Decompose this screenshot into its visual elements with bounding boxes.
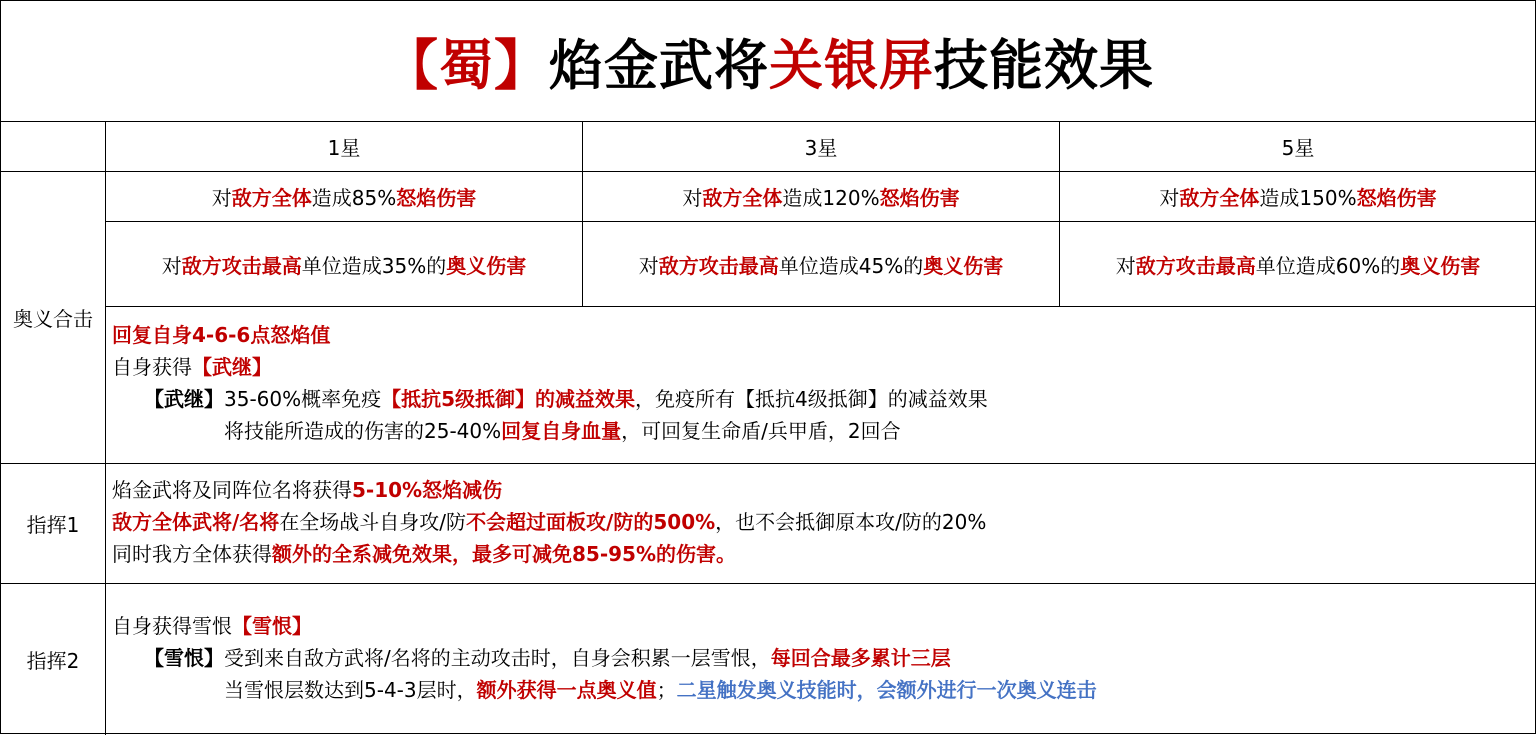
aoyi-gain-line: 自身获得【武继】: [112, 355, 272, 379]
atk-cell-3-star: 对 敌方攻击最高 单位造成45%的 奥义伤害: [583, 222, 1060, 307]
title-suffix: 技能效果: [934, 33, 1154, 97]
row-label-command2: 指挥2: [1, 584, 106, 735]
header-corner: [1, 122, 106, 172]
command1-line-2: 敌方全体武将/名将在全场战斗自身攻/防不会超过面板攻/防的500%，也不会抵御原本攻/防的20%: [112, 510, 987, 534]
title-hero: 关银屏: [769, 33, 934, 97]
row-label-command1: 指挥1: [1, 464, 106, 584]
command2-line-1: 自身获得雪恨【雪恨】: [112, 614, 312, 638]
page-title: [1, 1, 1536, 122]
row-label-aoyi: 奥义合击: [1, 172, 106, 464]
aoyi-rage-line: 回复自身4-6-6点怒焰值: [112, 323, 331, 347]
command1-description: [106, 464, 1536, 584]
command2-line-3: 当雪恨层数达到5-4-3层时，额外获得一点奥义值；二星触发奥义技能时，会额外进行一次奥义连击: [224, 678, 1097, 702]
dmg-cell-3-star: 对 敌方全体 造成120% 怒焰伤害: [583, 172, 1060, 222]
aoyi-heal-line: 将技能所造成的伤害的25-40%回复自身血量，可回复生命盾/兵甲盾，2回合: [224, 419, 901, 443]
atk-cell-5-star: 对 敌方攻击最高 单位造成60%的 奥义伤害: [1060, 222, 1536, 307]
title-rank: 焰金武将: [549, 33, 769, 97]
command2-description: [106, 584, 1536, 735]
title-faction: 【蜀】: [384, 33, 549, 97]
atk-cell-1-star: 对 敌方攻击最高 单位造成35%的 奥义伤害: [106, 222, 583, 307]
header-5-star: 5星: [1060, 122, 1536, 172]
dmg-cell-1-star: 对 敌方全体 造成85% 怒焰伤害: [106, 172, 583, 222]
aoyi-description: [106, 307, 1536, 464]
dmg-cell-5-star: 对 敌方全体 造成150% 怒焰伤害: [1060, 172, 1536, 222]
command2-line-2: 【雪恨】受到来自敌方武将/名将的主动攻击时，自身会积累一层雪恨，每回合最多累计三层: [144, 646, 951, 670]
aoyi-wuji-line: 【武继】35-60%概率免疫【抵抗5级抵御】的减益效果，免疫所有【抵抗4级抵御】的减益效果: [144, 387, 988, 411]
header-1-star: 1星: [106, 122, 583, 172]
command1-line-1: 焰金武将及同阵位名将获得5-10%怒焰减伤: [112, 478, 503, 502]
header-3-star: 3星: [583, 122, 1060, 172]
command1-line-3: 同时我方全体获得额外的全系减免效果，最多可减免85-95%的伤害。: [112, 542, 737, 566]
